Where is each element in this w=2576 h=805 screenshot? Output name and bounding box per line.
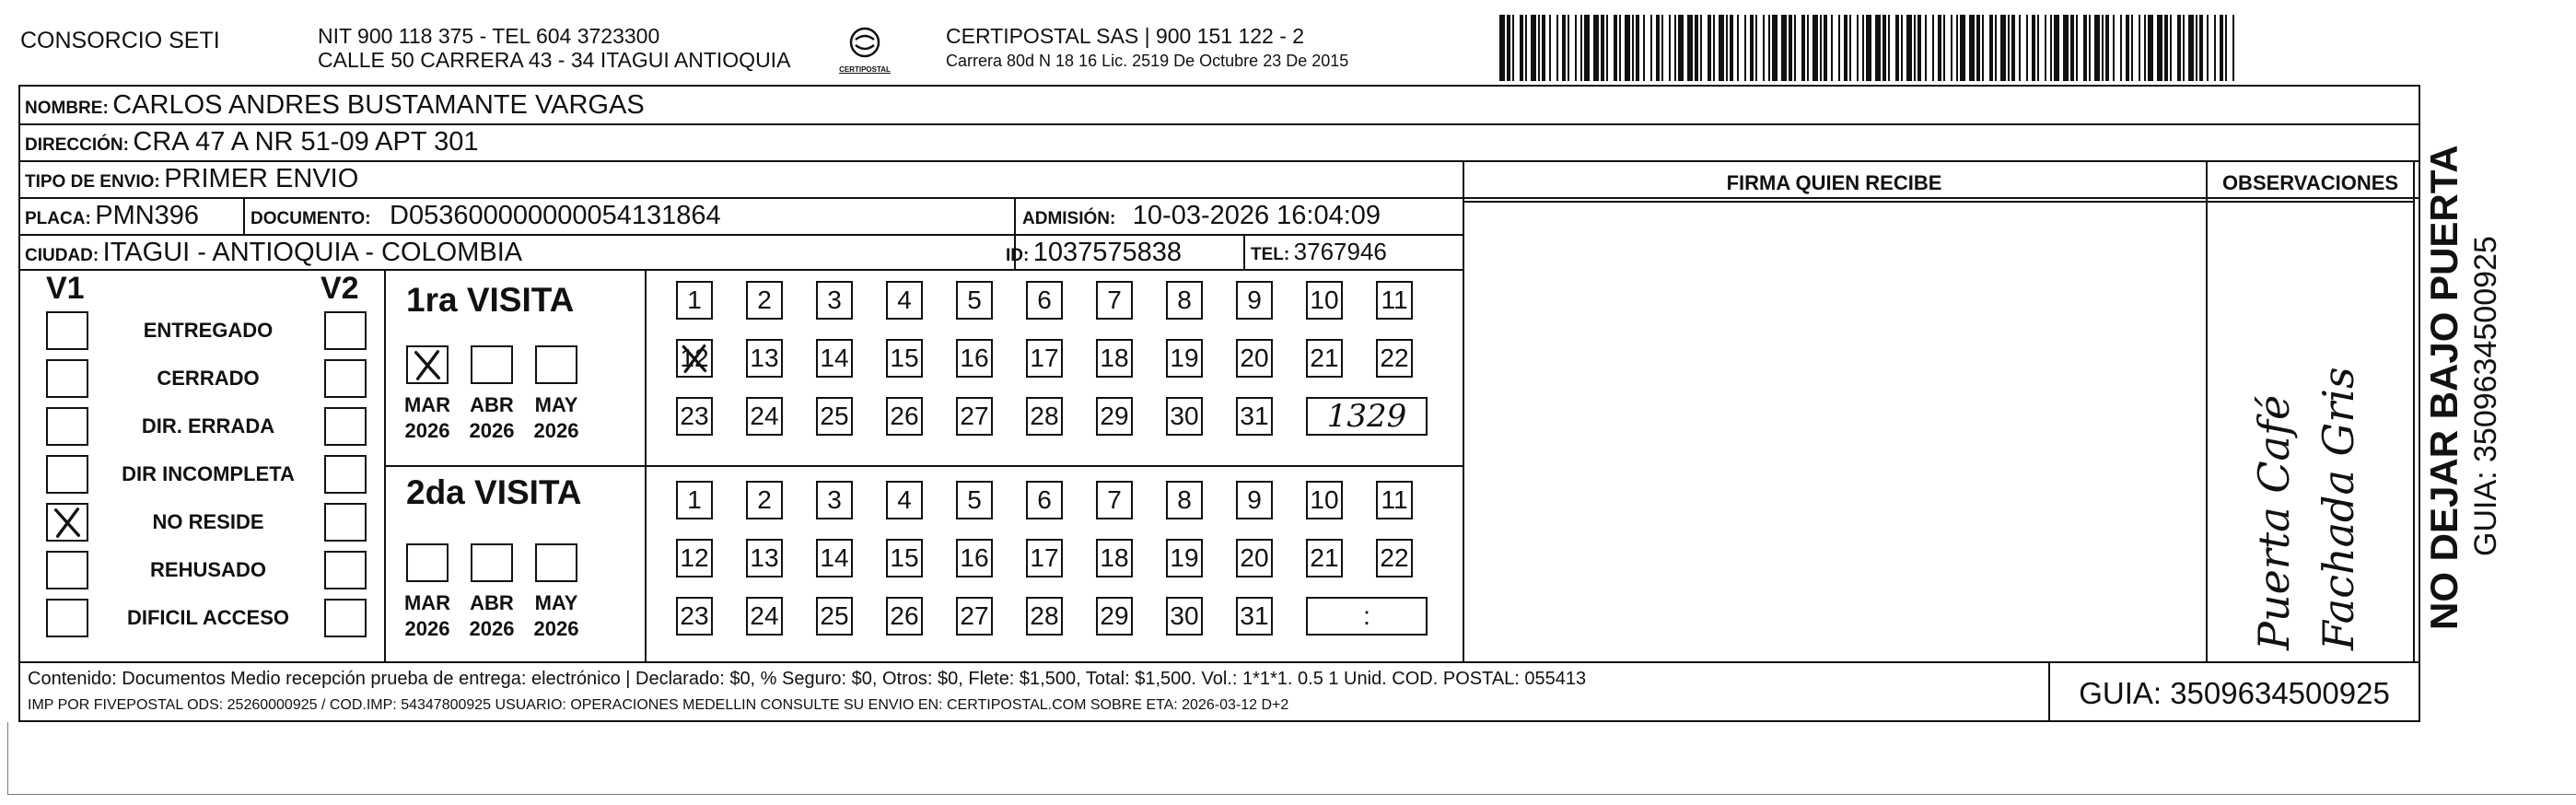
nit-line: NIT 900 118 375 - TEL 604 3723300 <box>318 24 660 48</box>
footer-contenido: Contenido: Documentos Medio recepción prueba de entrega: electrónico | Declarado: $0, % Seguro: $0, Otros: $0, Flete: $1,500, Total: $1,500. Vol.: 1*1*1. 0.5 1 Unid. COD. POSTAL: 055413 <box>28 669 1587 689</box>
observaciones-handwriting-2: Fachada Gris <box>2314 367 2363 650</box>
visit2-day-31[interactable]: 31 <box>1236 597 1273 636</box>
visit2-day-13[interactable]: 13 <box>746 539 783 578</box>
firma-header: FIRMA QUIEN RECIBE <box>1726 171 1942 194</box>
visit2-month-label: MAY <box>534 591 578 614</box>
tel-label: TEL: <box>1251 245 1290 264</box>
visit1-day-28[interactable]: 28 <box>1026 397 1063 436</box>
visit2-day-9[interactable]: 9 <box>1236 481 1273 519</box>
visit2-day-11[interactable]: 11 <box>1376 481 1413 519</box>
tel-value: 3767946 <box>1293 238 1387 265</box>
visit1-day-23[interactable]: 23 <box>676 397 713 436</box>
visit2-day-2[interactable]: 2 <box>746 481 783 519</box>
visit1-day-11[interactable]: 11 <box>1376 281 1413 320</box>
visit1-month-abr-checkbox[interactable] <box>471 345 513 384</box>
visit1-month-label: MAY <box>534 393 578 416</box>
status-option-label: REHUSADO <box>150 558 266 581</box>
admision-label: ADMISIÓN: <box>1022 209 1116 228</box>
visit2-day-19[interactable]: 19 <box>1166 539 1203 578</box>
visit2-day-5[interactable]: 5 <box>956 481 993 519</box>
visit1-day-22[interactable]: 22 <box>1376 339 1413 378</box>
v1-checkbox-no-reside[interactable] <box>46 503 88 542</box>
visit1-title: 1ra VISITA <box>406 281 575 319</box>
visit2-day-26[interactable]: 26 <box>886 597 923 636</box>
visit2-month-label: ABR <box>470 591 514 614</box>
ciudad-value: ITAGUI - ANTIOQUIA - COLOMBIA <box>102 238 523 267</box>
visit2-month-abr-checkbox[interactable] <box>471 543 513 582</box>
visit1-day-2[interactable]: 2 <box>746 281 783 320</box>
footer-guia: GUIA: 3509634500925 <box>2079 676 2390 710</box>
visit1-year-label: 2026 <box>469 419 515 442</box>
visit2-day-15[interactable]: 15 <box>886 539 923 578</box>
visit2-year-label: 2026 <box>533 617 579 640</box>
license-line: Carrera 80d N 18 16 Lic. 2519 De Octubre 23 De 2015 <box>946 52 1349 70</box>
v2-checkbox-cerrado[interactable] <box>324 359 367 398</box>
visit2-year-label: 2026 <box>404 617 450 640</box>
direccion-label: DIRECCIÓN: <box>25 135 129 155</box>
visit2-day-25[interactable]: 25 <box>816 597 853 636</box>
certipostal-logo <box>831 24 899 77</box>
visit2-day-6[interactable]: 6 <box>1026 481 1063 519</box>
visit2-day-17[interactable]: 17 <box>1026 539 1063 578</box>
id-value: 1037575838 <box>1032 238 1183 267</box>
visit2-day-10[interactable]: 10 <box>1306 481 1343 519</box>
v1-label: V1 <box>46 271 85 306</box>
visit2-day-7[interactable]: 7 <box>1096 481 1133 519</box>
visit1-day-8[interactable]: 8 <box>1166 281 1203 320</box>
visit1-day-30[interactable]: 30 <box>1166 397 1203 436</box>
visit1-day-7[interactable]: 7 <box>1096 281 1133 320</box>
tipo-label: TIPO DE ENVIO: <box>25 172 160 192</box>
ciudad-label: CIUDAD: <box>25 246 99 265</box>
v1-checkbox-dir-errada[interactable] <box>46 407 88 446</box>
visit1-day-15[interactable]: 15 <box>886 339 923 378</box>
visit2-title: 2da VISITA <box>406 473 582 511</box>
status-option-label: DIR. ERRADA <box>141 414 275 438</box>
v1-checkbox-rehusado[interactable] <box>46 551 88 589</box>
visit2-day-12[interactable]: 12 <box>676 539 713 578</box>
status-option-label: DIFICIL ACCESO <box>126 606 289 629</box>
visit1-year-label: 2026 <box>404 419 450 442</box>
direccion-value: CRA 47 A NR 51-09 APT 301 <box>133 127 479 157</box>
visit2-day-16[interactable]: 16 <box>956 539 993 578</box>
visit1-day-29[interactable]: 29 <box>1096 397 1133 436</box>
visit2-day-3[interactable]: 3 <box>816 481 853 519</box>
v2-checkbox-rehusado[interactable] <box>324 551 367 589</box>
nombre-value: CARLOS ANDRES BUSTAMANTE VARGAS <box>112 90 645 120</box>
v2-checkbox-no-reside[interactable] <box>324 503 367 542</box>
address-line: CALLE 50 CARRERA 43 - 34 ITAGUI ANTIOQUIA <box>318 48 791 72</box>
documento-value: D053600000000054131864 <box>390 201 721 230</box>
v2-checkbox-dir-errada[interactable] <box>324 407 367 446</box>
v1-checkbox-dir-incompleta[interactable] <box>46 455 88 494</box>
admision-value: 10-03-2026 16:04:09 <box>1132 201 1381 230</box>
placa-value: PMN396 <box>95 201 200 230</box>
visit2-day-20[interactable]: 20 <box>1236 539 1273 578</box>
visit1-day-17[interactable]: 17 <box>1026 339 1063 378</box>
visit1-year-label: 2026 <box>533 419 579 442</box>
visit1-day-3[interactable]: 3 <box>816 281 853 320</box>
status-option-label: NO RESIDE <box>152 510 264 533</box>
visit2-day-27[interactable]: 27 <box>956 597 993 636</box>
visit1-month-mar-checkbox[interactable] <box>406 345 449 384</box>
visit1-day-9[interactable]: 9 <box>1236 281 1273 320</box>
visit2-day-28[interactable]: 28 <box>1026 597 1063 636</box>
visit1-day-27[interactable]: 27 <box>956 397 993 436</box>
visit2-day-30[interactable]: 30 <box>1166 597 1203 636</box>
certipostal-logo-icon <box>831 24 899 61</box>
v1-checkbox-cerrado[interactable] <box>46 359 88 398</box>
certipostal-line: CERTIPOSTAL SAS | 900 151 122 - 2 <box>946 24 1305 48</box>
v1-checkbox-entregado[interactable] <box>46 311 88 350</box>
visit1-day-13[interactable]: 13 <box>746 339 783 378</box>
visit2-day-21[interactable]: 21 <box>1306 539 1343 578</box>
visit1-day-10[interactable]: 10 <box>1306 281 1343 320</box>
visit2-month-mar-checkbox[interactable] <box>406 543 449 582</box>
visit1-month-label: ABR <box>470 393 514 416</box>
visit2-day-8[interactable]: 8 <box>1166 481 1203 519</box>
visit1-month-label: MAR <box>403 393 451 416</box>
visit1-month-may-checkbox[interactable] <box>535 345 577 384</box>
visit1-day-31[interactable]: 31 <box>1236 397 1273 436</box>
v2-checkbox-dificil-acceso[interactable] <box>324 599 367 637</box>
visit2-month-may-checkbox[interactable] <box>535 543 577 582</box>
visit1-time-field[interactable]: 1329 <box>1306 397 1428 436</box>
visit2-year-label: 2026 <box>469 617 515 640</box>
v2-checkbox-dir-incompleta[interactable] <box>324 455 367 494</box>
barcode <box>1499 15 2234 81</box>
visit2-day-14[interactable]: 14 <box>816 539 853 578</box>
visit2-month-label: MAR <box>403 591 451 614</box>
id-label: ID: <box>1006 246 1030 265</box>
tipo-value: PRIMER ENVIO <box>164 164 359 193</box>
visit1-day-18[interactable]: 18 <box>1096 339 1133 378</box>
status-option-label: DIR INCOMPLETA <box>122 462 295 485</box>
company-name: CONSORCIO SETI <box>20 28 220 53</box>
observaciones-header: OBSERVACIONES <box>2221 171 2399 194</box>
visit1-day-21[interactable]: 21 <box>1306 339 1343 378</box>
v2-checkbox-entregado[interactable] <box>324 311 367 350</box>
nombre-label: NOMBRE: <box>25 99 109 118</box>
visit2-day-23[interactable]: 23 <box>676 597 713 636</box>
visit1-day-16[interactable]: 16 <box>956 339 993 378</box>
visit2-day-18[interactable]: 18 <box>1096 539 1133 578</box>
visit1-day-1[interactable]: 1 <box>676 281 713 320</box>
visit1-day-12[interactable]: 12 <box>676 339 713 378</box>
status-option-label: CERRADO <box>157 367 260 390</box>
visit2-time-field[interactable]: : <box>1306 597 1428 636</box>
visit1-day-6[interactable]: 6 <box>1026 281 1063 320</box>
status-option-label: ENTREGADO <box>143 319 274 342</box>
visit1-day-14[interactable]: 14 <box>816 339 853 378</box>
visit1-day-19[interactable]: 19 <box>1166 339 1203 378</box>
visit2-day-1[interactable]: 1 <box>676 481 713 519</box>
v2-label: V2 <box>321 271 359 306</box>
logo-text: CERTIPOSTAL <box>839 65 891 74</box>
no-dejar-notice: NO DEJAR BAJO PUERTA <box>2422 145 2465 630</box>
visit1-day-4[interactable]: 4 <box>886 281 923 320</box>
visit1-day-5[interactable]: 5 <box>956 281 993 320</box>
visit2-day-24[interactable]: 24 <box>746 597 783 636</box>
footer-imp: IMP POR FIVEPOSTAL ODS: 25260000925 / COD.IMP: 54347800925 USUARIO: OPERACIONES MEDELLIN CONSULTE SU ENVIO EN: CERTIPOSTAL.COM SOBRE ETA: 2026-03-12 D+2 <box>28 697 1289 713</box>
visit1-day-26[interactable]: 26 <box>886 397 923 436</box>
side-guia: GUIA: 3509634500925 <box>2468 236 2503 556</box>
placa-label: PLACA: <box>25 209 91 228</box>
visit2-day-22[interactable]: 22 <box>1376 539 1413 578</box>
documento-label: DOCUMENTO: <box>251 209 371 228</box>
visit1-day-24[interactable]: 24 <box>746 397 783 436</box>
visit1-day-25[interactable]: 25 <box>816 397 853 436</box>
v1-checkbox-dificil-acceso[interactable] <box>46 599 88 637</box>
observaciones-handwriting-1: Puerta Café <box>2249 394 2299 650</box>
visit1-day-20[interactable]: 20 <box>1236 339 1273 378</box>
visit2-day-4[interactable]: 4 <box>886 481 923 519</box>
visit2-day-29[interactable]: 29 <box>1096 597 1133 636</box>
